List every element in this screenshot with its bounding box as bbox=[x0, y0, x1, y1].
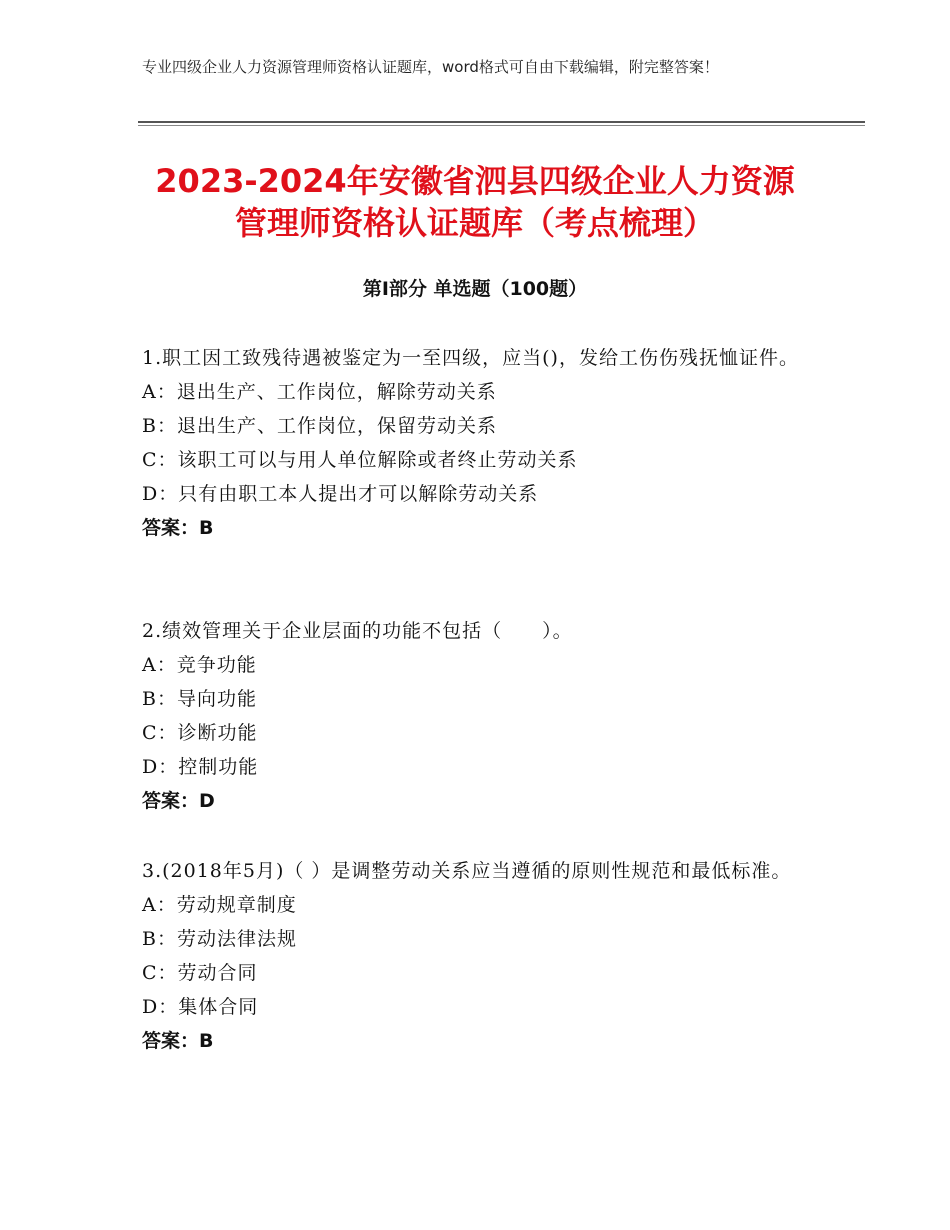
option-c: C：劳动合同 bbox=[142, 962, 258, 984]
option-d: D：控制功能 bbox=[142, 756, 259, 778]
question-1 bbox=[142, 341, 812, 545]
option-d: D：集体合同 bbox=[142, 996, 259, 1018]
question-stem: 2.绩效管理关于企业层面的功能不包括（ ）。 bbox=[142, 620, 573, 642]
question-stem: 1.职工因工致残待遇被鉴定为一至四级，应当()，发给工伤伤残抚恤证件。 bbox=[142, 347, 799, 369]
title-line-1: 2023-2024年安徽省泗县四级企业人力资源 bbox=[155, 162, 795, 200]
option-a: A：劳动规章制度 bbox=[142, 894, 297, 916]
answer: 答案：B bbox=[142, 517, 214, 539]
option-c: C：该职工可以与用人单位解除或者终止劳动关系 bbox=[142, 449, 578, 471]
question-stem: 3.(2018年5月)（ ）是调整劳动关系应当遵循的原则性规范和最低标准。 bbox=[142, 860, 792, 882]
question-3 bbox=[142, 854, 812, 1058]
header-rule-thick bbox=[138, 121, 865, 123]
option-c: C：诊断功能 bbox=[142, 722, 258, 744]
option-d: D：只有由职工本人提出才可以解除劳动关系 bbox=[142, 483, 539, 505]
option-b: B：退出生产、工作岗位，保留劳动关系 bbox=[142, 415, 497, 437]
title-line-2: 管理师资格认证题库（考点梳理） bbox=[234, 204, 715, 242]
question-2 bbox=[142, 614, 812, 818]
header-note: 专业四级企业人力资源管理师资格认证题库，word格式可自由下载编辑，附完整答案！ bbox=[142, 58, 719, 76]
option-b: B：导向功能 bbox=[142, 688, 257, 710]
option-a: A：竞争功能 bbox=[142, 654, 257, 676]
option-b: B：劳动法律法规 bbox=[142, 928, 297, 950]
document-title bbox=[100, 160, 850, 244]
option-a: A：退出生产、工作岗位，解除劳动关系 bbox=[142, 381, 497, 403]
answer: 答案：B bbox=[142, 1030, 214, 1052]
section-title: 第Ⅰ部分 单选题（100题） bbox=[362, 278, 588, 300]
header-rule-thin bbox=[138, 125, 865, 126]
answer: 答案：D bbox=[142, 790, 215, 812]
